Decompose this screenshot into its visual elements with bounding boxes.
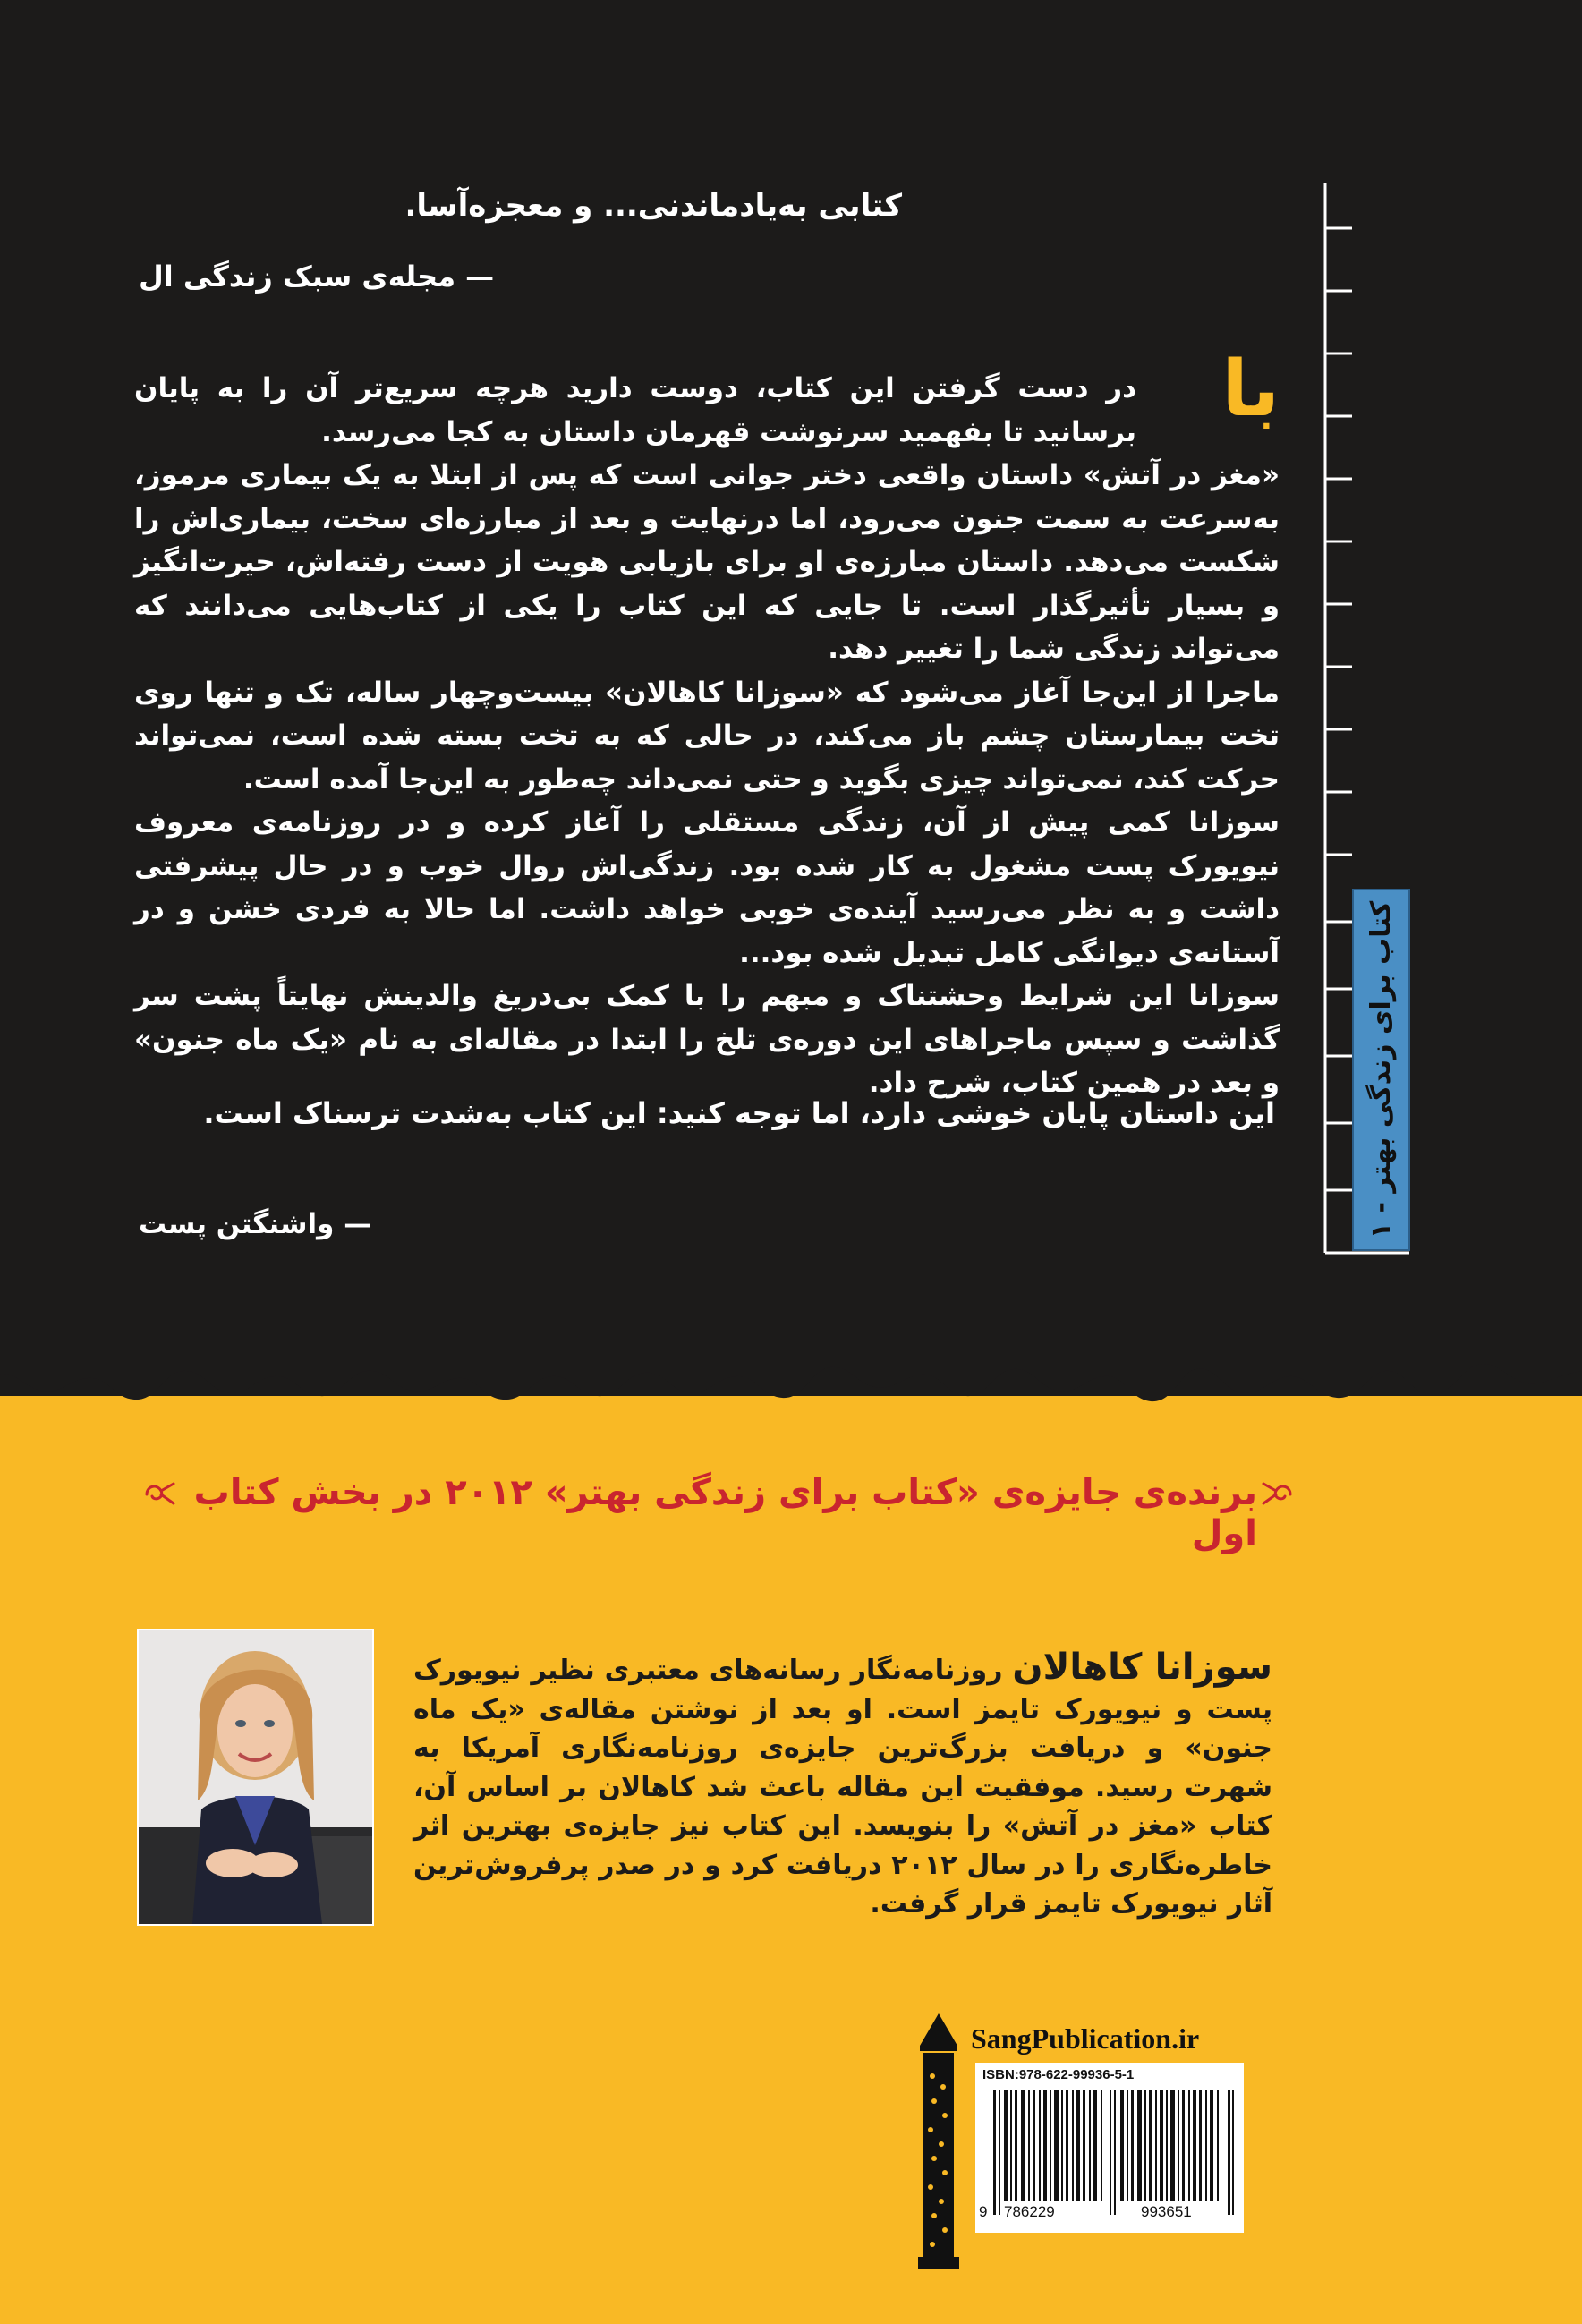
paint-drip-edge xyxy=(0,1289,1582,1450)
author-portrait-illustration xyxy=(139,1630,372,1924)
isbn-text: ISBN:978-622-99936-5-1 xyxy=(982,2067,1135,2082)
barcode-icon xyxy=(993,2090,1235,2215)
barcode-left-digits: 786229 xyxy=(1004,2203,1055,2220)
swirl-ornament-icon xyxy=(1260,1477,1296,1512)
blurb-paragraph: سوزانا این شرایط وحشتناک و مبهم را با کمک بی‌دریغ والدینش نهایتاً پشت سر گذاشت و سپس ماجراهای این دوره‌ی تلخ را ابتدا در مقاله‌ای به نام «یک ماه جنون» و بعد در همین کتاب، شرح داد. xyxy=(134,980,1280,1099)
bottom-quote: این داستان پایان خوشی دارد، اما توجه کنید: این کتاب به‌شدت ترسناک است. xyxy=(203,1096,1275,1130)
blurb-paragraph: در دست گرفتن این کتاب، دوست دارید هرچه سریع‌تر آن را به پایان برسانید تا بفهمید سرنوشت قهرمان داستان به کجا می‌رسد. xyxy=(134,372,1136,448)
author-bio xyxy=(413,1648,1272,1924)
top-quote: کتابی به‌یادماندنی... و معجزه‌آسا. xyxy=(404,188,902,224)
publisher-website-link[interactable]: SangPublication.ir xyxy=(971,2022,1200,2055)
pen-nib-logo-icon xyxy=(913,2013,965,2273)
blurb-paragraph: ماجرا از این‌جا آغاز می‌شود که «سوزانا کاهالان» بیست‌وچهار ساله، تک و تنها روی تخت بیمارستان چشم باز می‌کند، در حالی که به تخت بسته شده است، نمی‌تواند حرکت کند، نمی‌تواند چیزی بگوید و حتی نمی‌داند چه‌طور به این‌جا آمده است. xyxy=(134,676,1280,796)
bottom-quote-source: — واشنگتن پست xyxy=(139,1208,372,1240)
blurb-paragraph: سوزانا کمی پیش از آن، زندگی مستقلی را آغاز کرده و در روزنامه‌ی معروف نیویورک پست مشغول به کار شده بود. زندگی‌اش روال خوب و در حال پیشرفتی داشت و به نظر می‌رسید آینده‌ی خوبی خواهد داشت. اما حالا به فردی خشن و در آستانه‌ی دیوانگی کامل تبدیل شده بود... xyxy=(134,806,1280,969)
swirl-ornament-icon xyxy=(141,1477,177,1512)
barcode-lead-digit: 9 xyxy=(979,2203,988,2220)
award-line: برنده‌ی جایزه‌ی «کتاب برای زندگی بهتر» ۲۰۱۲ در بخش کتاب اول xyxy=(193,1472,1257,1554)
author-name: سوزانا کاهالان xyxy=(1012,1647,1272,1688)
series-label-badge xyxy=(1352,889,1410,1251)
author-bio-text: روزنامه‌نگار رسانه‌های معتبری نظیر نیویورک پست و نیویورک تایمز است. او بعد از نوشتن مقاله‌ی «یک ماه جنون» و دریافت بزرگ‌ترین جایزه‌ی روزنامه‌نگاری آمریکا به شهرت رسید. موفقیت این مقاله باعث شد کاهالان بر اساس آن، کتاب «مغز در آتش» را بنویسد. این کتاب نیز جایزه‌ی بهترین اثر خاطره‌نگاری را در سال ۲۰۱۲ دریافت کرد و در صدر پرفروش‌ترین آثار نیویورک تایمز قرار گرفت. xyxy=(413,1655,1272,1920)
blurb-paragraph: «مغز در آتش» داستان واقعی دختر جوانی است که پس از ابتلا به یک بیماری مرموز، به‌سرعت به سمت جنون می‌رود، اما درنهایت و بعد از مبارزه‌ای سخت، بیماری‌اش را شکست می‌دهد. داستان مبارزه‌ی او برای بازیابی هویت از دست رفته‌اش، حیرت‌انگیز و بسیار تأثیرگذار است. تا جایی که این کتاب را یکی از کتاب‌هایی می‌دانند که می‌تواند زندگی شما را تغییر دهد. xyxy=(134,459,1280,665)
blurb-body xyxy=(134,367,1280,1105)
series-label: کتاب برای زندگی بهتر - ۱ xyxy=(1365,900,1397,1239)
drop-cap: با xyxy=(1221,345,1280,434)
author-photo xyxy=(137,1629,374,1926)
barcode-right-digits: 993651 xyxy=(1141,2203,1192,2220)
top-quote-source: — مجله‌ی سبک زندگی ال xyxy=(139,260,495,294)
